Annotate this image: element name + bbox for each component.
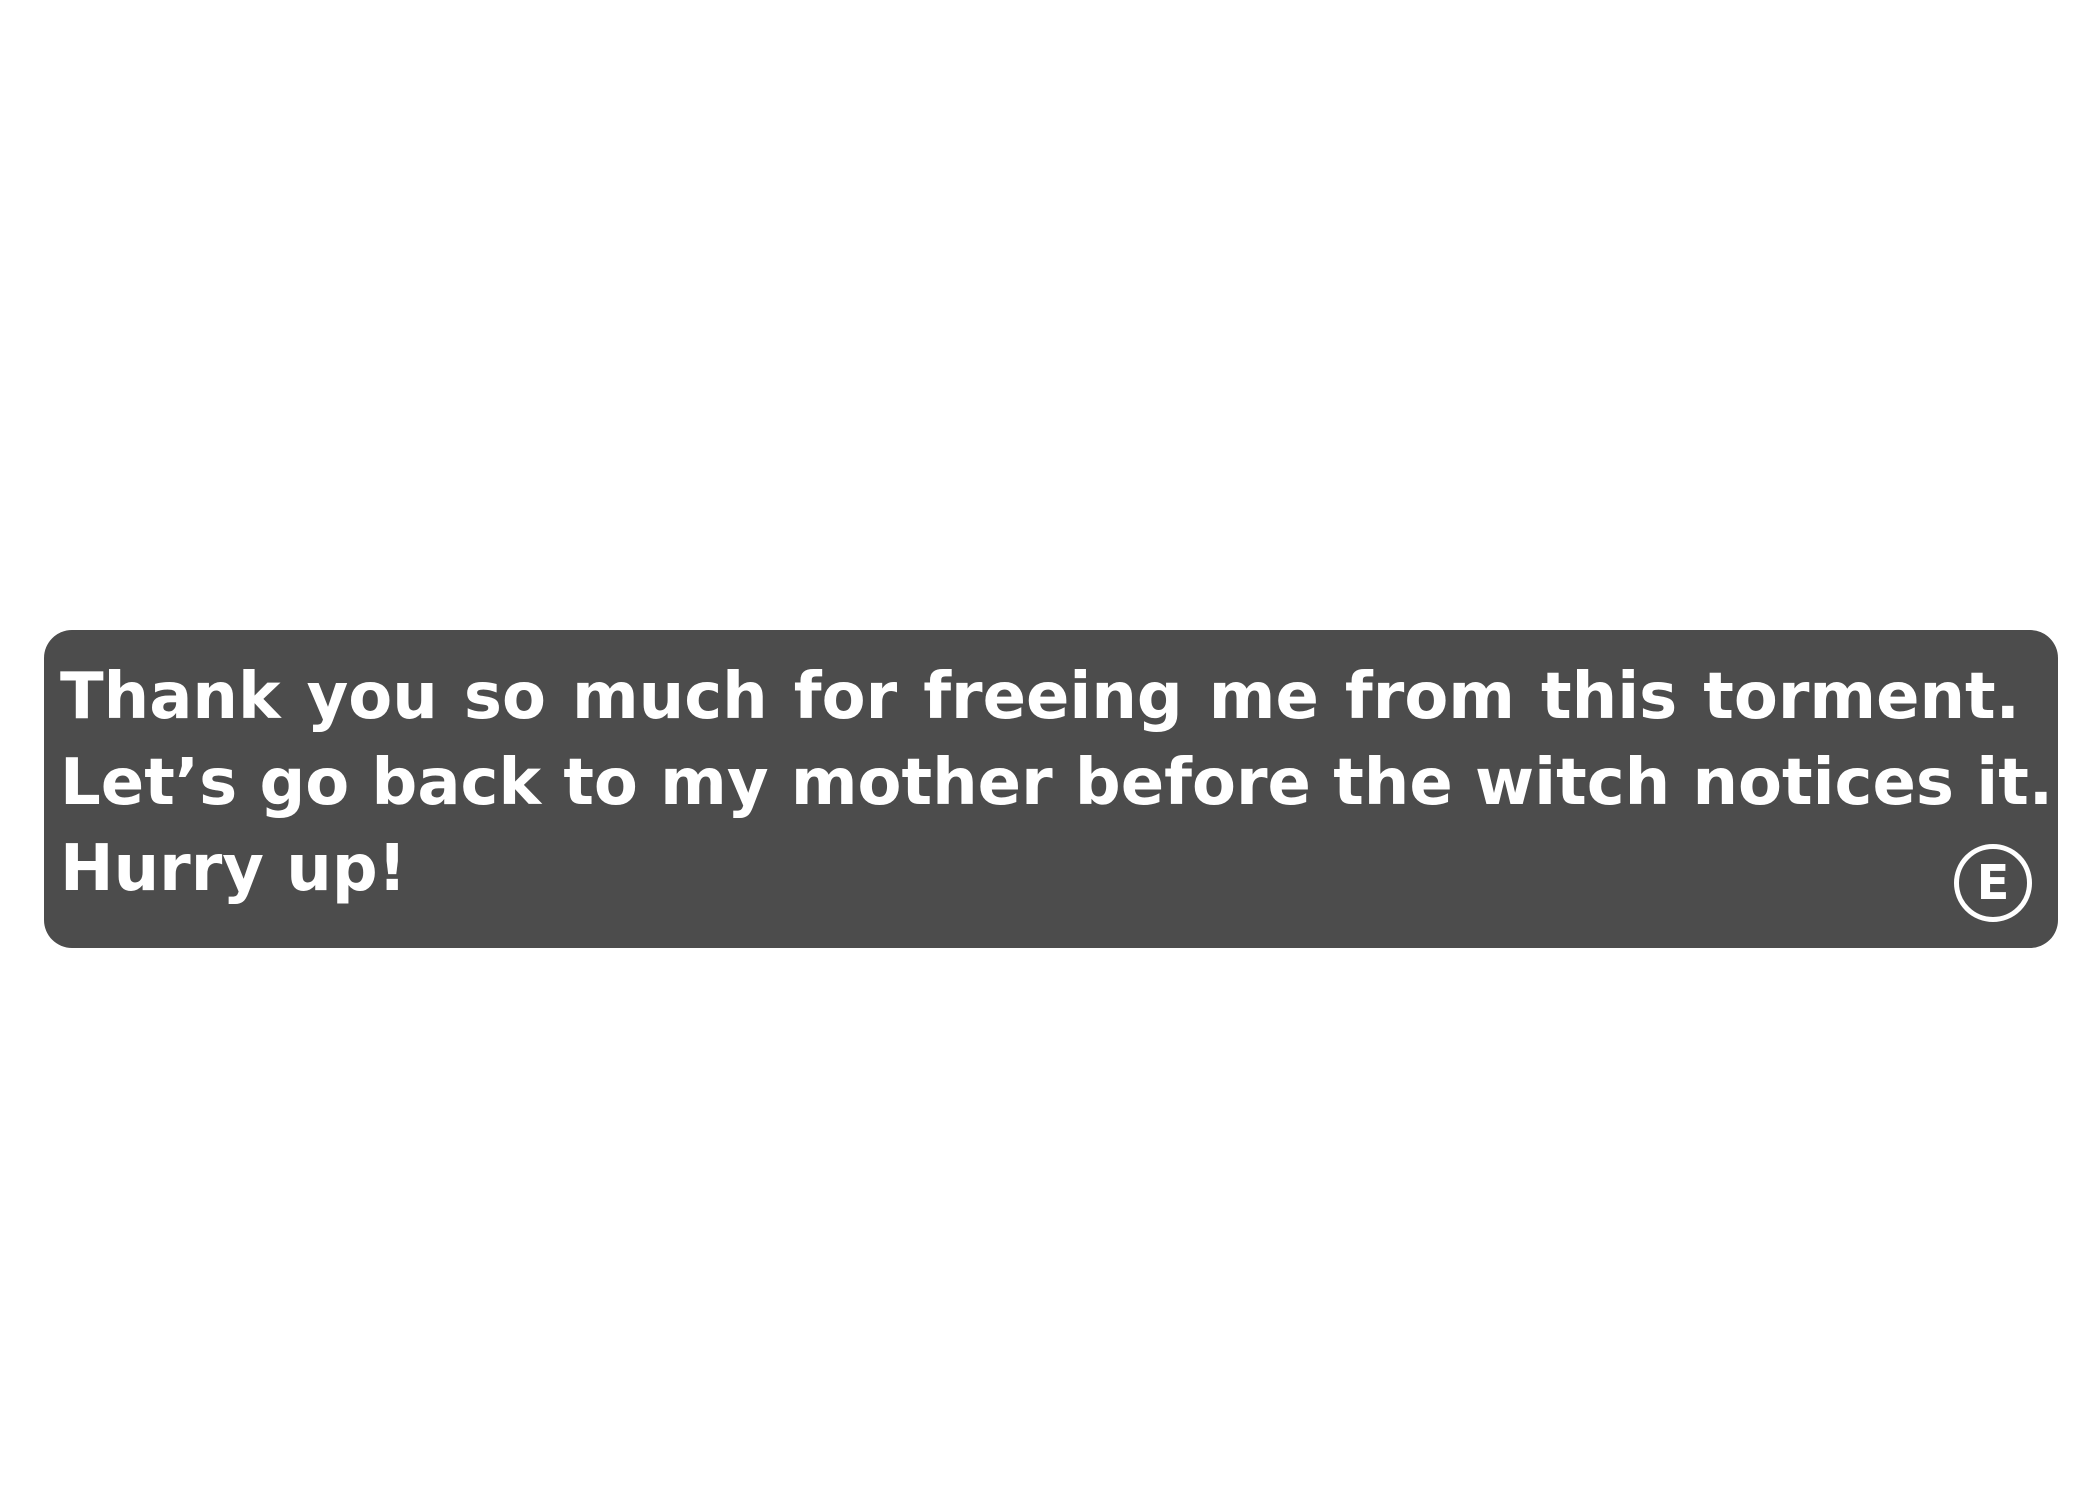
dialog-box bbox=[44, 630, 2058, 948]
dialog-word: so bbox=[463, 660, 546, 734]
dialog-word: me bbox=[1208, 660, 1319, 734]
dialog-line-3: Hurry up! bbox=[60, 832, 407, 906]
dialog-word: this bbox=[1541, 660, 1678, 734]
dialog-word: much bbox=[571, 660, 768, 734]
dialog-word: you bbox=[306, 660, 438, 734]
dialog-line-1 bbox=[60, 654, 2020, 740]
dialog-word: for bbox=[793, 660, 898, 734]
dialog-text bbox=[60, 654, 2054, 912]
dialog-line-2: Let’s go back to my mother before the witch notices it. bbox=[60, 746, 2054, 820]
dialog-word: torment. bbox=[1703, 660, 2020, 734]
dialog-word: from bbox=[1344, 660, 1515, 734]
continue-key-prompt[interactable]: E bbox=[1954, 844, 2032, 922]
dialog-word: freeing bbox=[923, 660, 1183, 734]
dialog-word: Thank bbox=[60, 660, 281, 734]
